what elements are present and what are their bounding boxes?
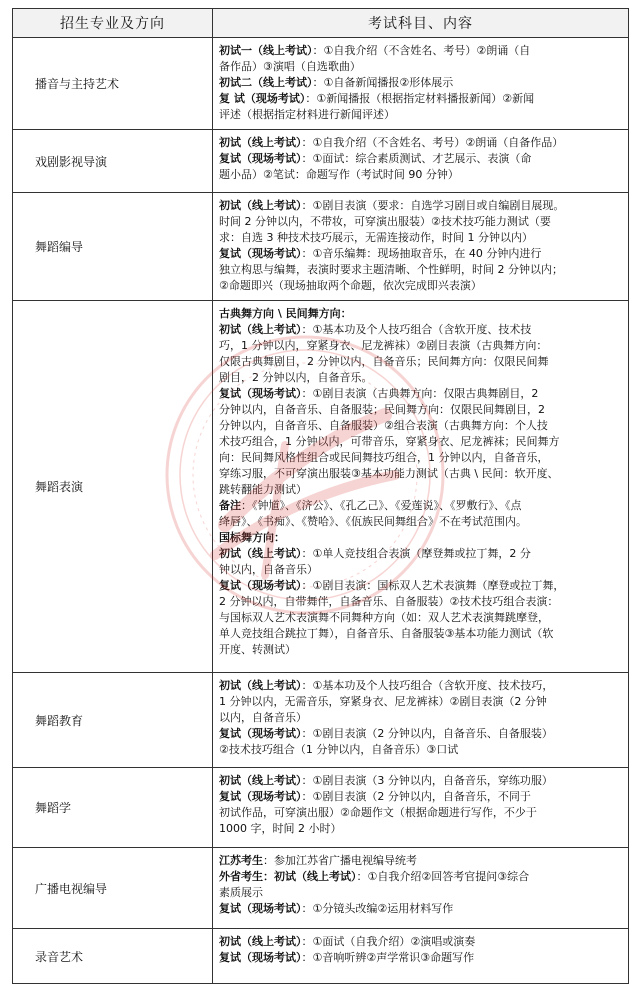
content-line: [219, 950, 622, 966]
content-line: [219, 450, 622, 466]
content-line: [219, 354, 622, 370]
content-line: [219, 821, 622, 837]
content-text: 时间 2 分钟以内，不带妆，可穿演出服装）②技术技巧能力测试（要: [219, 215, 551, 228]
content-line: [219, 322, 622, 338]
content-line: [219, 678, 622, 694]
major-cell: 舞蹈学: [13, 768, 213, 848]
content-text: 1000 字，时间 2 小时）: [219, 822, 342, 835]
content-line: [219, 59, 622, 75]
content-text: ：①面试（自我介绍）②演唱或演奏: [301, 935, 476, 948]
content-cell: [213, 38, 629, 130]
bold-label: 复 试（现场考试）: [219, 92, 306, 105]
content-text: 初试作品，可穿演出服）②命题作文（根据命题进行写作，不少于: [219, 806, 537, 819]
content-cell: [213, 301, 629, 673]
content-text: ：①基本功及个人技巧组合（含软开度、技术技巧，: [301, 679, 554, 692]
content-line: [219, 167, 622, 183]
content-text: ：①剧目表演：国标双人艺术表演舞（摩登或拉丁舞，: [301, 579, 565, 592]
content-text: ：①剧目表演（古典舞方向：仅限古典舞剧目，2: [301, 387, 539, 400]
content-line: [219, 562, 622, 578]
content-text: ：①自备新闻播报②形体展示: [312, 76, 454, 89]
table-row: [13, 848, 629, 929]
content-text: 剧目，2 分钟以内，自备音乐。: [219, 371, 373, 384]
content-cell: [213, 130, 629, 193]
content-line: [219, 514, 622, 530]
content-text: 绛唇》、《书痴》、《赞哈》、《佤族民间舞组合》不在考试范围内。: [219, 515, 527, 528]
content-line: [219, 338, 622, 354]
bold-label: 初试二（线上考试）: [219, 76, 313, 89]
content-text: 备作品）③演唱（自选歌曲）: [219, 60, 361, 73]
bold-label: 初试（线上考试）: [219, 774, 302, 787]
content-line: [219, 386, 622, 402]
major-cell: 舞蹈教育: [13, 673, 213, 768]
content-text: 钟以内，自备音乐）: [219, 563, 318, 576]
content-text: 术技巧组合，1 分钟以内，可带音乐，穿紧身衣、尼龙裤袜；民间舞方: [219, 435, 560, 448]
header-major: 招生专业及方向: [13, 9, 213, 38]
content-text: ：①音响听辨②声学常识③命题写作: [301, 951, 475, 964]
content-text: ：①基本功及个人技巧组合（含软开度、技术技: [301, 323, 532, 336]
content-line: [219, 306, 622, 322]
major-cell: 广播电视编导: [13, 848, 213, 929]
table-row: [13, 673, 629, 768]
bold-label: 初试（线上考试）: [219, 199, 302, 212]
bold-label: 复试（现场考试）: [219, 727, 302, 740]
content-line: [219, 151, 622, 167]
content-line: [219, 107, 622, 123]
table-row: [13, 929, 629, 984]
content-text: 仅限古典舞剧目，2 分钟以内，自备音乐；民间舞方向：仅限民间舞: [219, 355, 549, 368]
bold-label: 备注: [219, 499, 241, 512]
major-cell: 播音与主持艺术: [13, 38, 213, 130]
content-cell: [213, 768, 629, 848]
content-text: 与国标双人艺术表演舞不同舞种方向（如：双人艺术表演舞跳摩登，: [219, 611, 549, 624]
table-row: [13, 130, 629, 193]
content-line: [219, 402, 622, 418]
content-line: [219, 710, 622, 726]
content-line: [219, 246, 622, 262]
table-row: [13, 768, 629, 848]
table-row: [13, 193, 629, 301]
content-text: ：①自我介绍②回答考官提问③综合: [356, 870, 530, 883]
content-line: [219, 578, 622, 594]
bold-label: 初试一（线上考试）: [219, 44, 313, 57]
content-line: [219, 198, 622, 214]
content-text: 1 分钟以内，无需音乐，穿紧身衣、尼龙裤袜）②剧目表演（2 分钟: [219, 695, 547, 708]
content-line: [219, 230, 622, 246]
content-text: ：《钟馗》、《济公》、《孔乙己》、《爱莲说》、《罗敷行》、《点: [241, 499, 522, 512]
content-text: 以内，自备音乐）: [219, 711, 307, 724]
content-text: 求：自选 3 种技术技巧展示，无需连接动作，时间 1 分钟以内）: [219, 231, 533, 244]
content-text: 素质展示: [219, 886, 263, 899]
content-text: ：①单人竞技组合表演（摩登舞或拉丁舞，2 分: [301, 547, 531, 560]
content-cell: [213, 929, 629, 984]
content-text: 独立构思与编舞，表演时要求主题清晰、个性鲜明，时间 2 分钟以内；: [219, 263, 563, 276]
content-line: [219, 610, 622, 626]
content-text: ：①新闻播报（根据指定材料播报新闻）②新闻: [305, 92, 535, 105]
content-cell: [213, 848, 629, 929]
content-cell: [213, 673, 629, 768]
content-text: 巧，1 分钟以内，穿紧身衣、尼龙裤袜）②剧目表演（古典舞方向：: [219, 339, 548, 352]
content-text: ：①剧目表演（2 分钟以内，自备音乐、自备服装）: [301, 727, 553, 740]
content-line: [219, 262, 622, 278]
content-line: [219, 434, 622, 450]
content-line: [219, 418, 622, 434]
bold-label: 国标舞方向：: [219, 531, 285, 544]
bold-label: 初试（线上考试）: [219, 935, 302, 948]
content-line: [219, 370, 622, 386]
major-cell: 舞蹈表演: [13, 301, 213, 673]
bold-label: 复试（现场考试）: [219, 247, 302, 260]
content-line: [219, 885, 622, 901]
content-line: [219, 726, 622, 742]
content-line: [219, 135, 622, 151]
content-text: ：参加江苏省广播电视编导统考: [263, 854, 417, 867]
bold-label: 初试（线上考试）: [219, 323, 302, 336]
content-line: [219, 530, 622, 546]
bold-label: 复试（现场考试）: [219, 902, 302, 915]
content-line: [219, 869, 622, 885]
major-cell: 戏剧影视导演: [13, 130, 213, 193]
content-line: [219, 91, 622, 107]
admission-table: [12, 8, 629, 984]
content-text: ：①剧目表演（要求：自选学习剧目或自编剧目展现。: [301, 199, 565, 212]
content-text: ：①自我介绍（不含姓名、考号）②朗诵（自: [312, 44, 531, 57]
bold-label: 复试（现场考试）: [219, 579, 302, 592]
content-line: [219, 75, 622, 91]
content-line: [219, 466, 622, 482]
content-line: [219, 773, 622, 789]
content-line: [219, 901, 622, 917]
content-text: 向：民间舞风格性组合或民间舞技巧组合，1 分钟以内，自备音乐，: [219, 451, 549, 464]
content-line: [219, 626, 622, 642]
content-line: [219, 594, 622, 610]
content-line: [219, 805, 622, 821]
bold-label: 复试（现场考试）: [219, 152, 302, 165]
content-text: ：①分镜头改编②运用材料写作: [301, 902, 454, 915]
content-line: [219, 853, 622, 869]
content-line: [219, 789, 622, 805]
content-text: ：①剧目表演（2 分钟以内，自备音乐，不同于: [301, 790, 531, 803]
table-header-row: [13, 9, 629, 38]
content-line: [219, 278, 622, 294]
content-text: 2 分钟以内，自带舞伴，自备音乐、自备服装）②技术技巧组合表演：: [219, 595, 559, 608]
content-text: ：①剧目表演（3 分钟以内，自备音乐，穿练功服）: [301, 774, 553, 787]
bold-label: 江苏考生: [219, 854, 263, 867]
table-body: [13, 38, 629, 984]
content-text: ：①面试：综合素质测试、才艺展示、表演（命: [301, 152, 532, 165]
content-text: 分钟以内，自备音乐、自备服装；民间舞方向：仅限民间舞剧目，2: [219, 403, 545, 416]
major-cell: 录音艺术: [13, 929, 213, 984]
bold-label: 初试（线上考试）: [219, 136, 302, 149]
content-line: [219, 642, 622, 658]
content-text: 单人竞技组合跳拉丁舞），自备音乐、自备服装③基本功能力测试（软: [219, 627, 554, 640]
table-row: [13, 301, 629, 673]
bold-label: 复试（现场考试）: [219, 790, 302, 803]
content-text: 穿练习服，不可穿演出服装③基本功能力测试（古典 \ 民间：软开度、: [219, 467, 559, 480]
bold-label: 复试（现场考试）: [219, 951, 302, 964]
header-content: 考试科目、内容: [213, 9, 629, 38]
content-text: ②技术技巧组合（1 分钟以内，自备音乐）③口试: [219, 743, 459, 756]
content-text: 题小品）②笔试：命题写作（考试时间 90 分钟）: [219, 168, 459, 181]
content-cell: [213, 193, 629, 301]
content-line: [219, 694, 622, 710]
major-cell: 舞蹈编导: [13, 193, 213, 301]
content-text: 分钟以内，自备音乐、自备服装）②组合表演（古典舞方向：个人技: [219, 419, 548, 432]
bold-label: 复试（现场考试）: [219, 387, 302, 400]
content-line: [219, 43, 622, 59]
content-line: [219, 482, 622, 498]
bold-label: 外省考生：初试（线上考试）: [219, 870, 357, 883]
content-line: [219, 214, 622, 230]
content-text: ：①音乐编舞：现场抽取音乐，在 40 分钟内进行: [301, 247, 542, 260]
bold-label: 初试（线上考试）: [219, 679, 302, 692]
content-text: 评述（根据指定材料进行新闻评述）: [219, 108, 395, 121]
content-line: [219, 742, 622, 758]
content-line: [219, 546, 622, 562]
bold-label: 初试（线上考试）: [219, 547, 302, 560]
content-text: ：①自我介绍（不含姓名、考号）②朗诵（自备作品）: [301, 136, 564, 149]
content-text: ②命题即兴（现场抽取两个命题，依次完成即兴表演）: [219, 279, 482, 292]
bold-label: 古典舞方向 \ 民间舞方向：: [219, 307, 352, 320]
content-text: 跳转翻能力测试）: [219, 483, 307, 496]
content-line: [219, 498, 622, 514]
table-row: [13, 38, 629, 130]
content-text: 开度、转测试）: [219, 643, 296, 656]
content-line: [219, 934, 622, 950]
